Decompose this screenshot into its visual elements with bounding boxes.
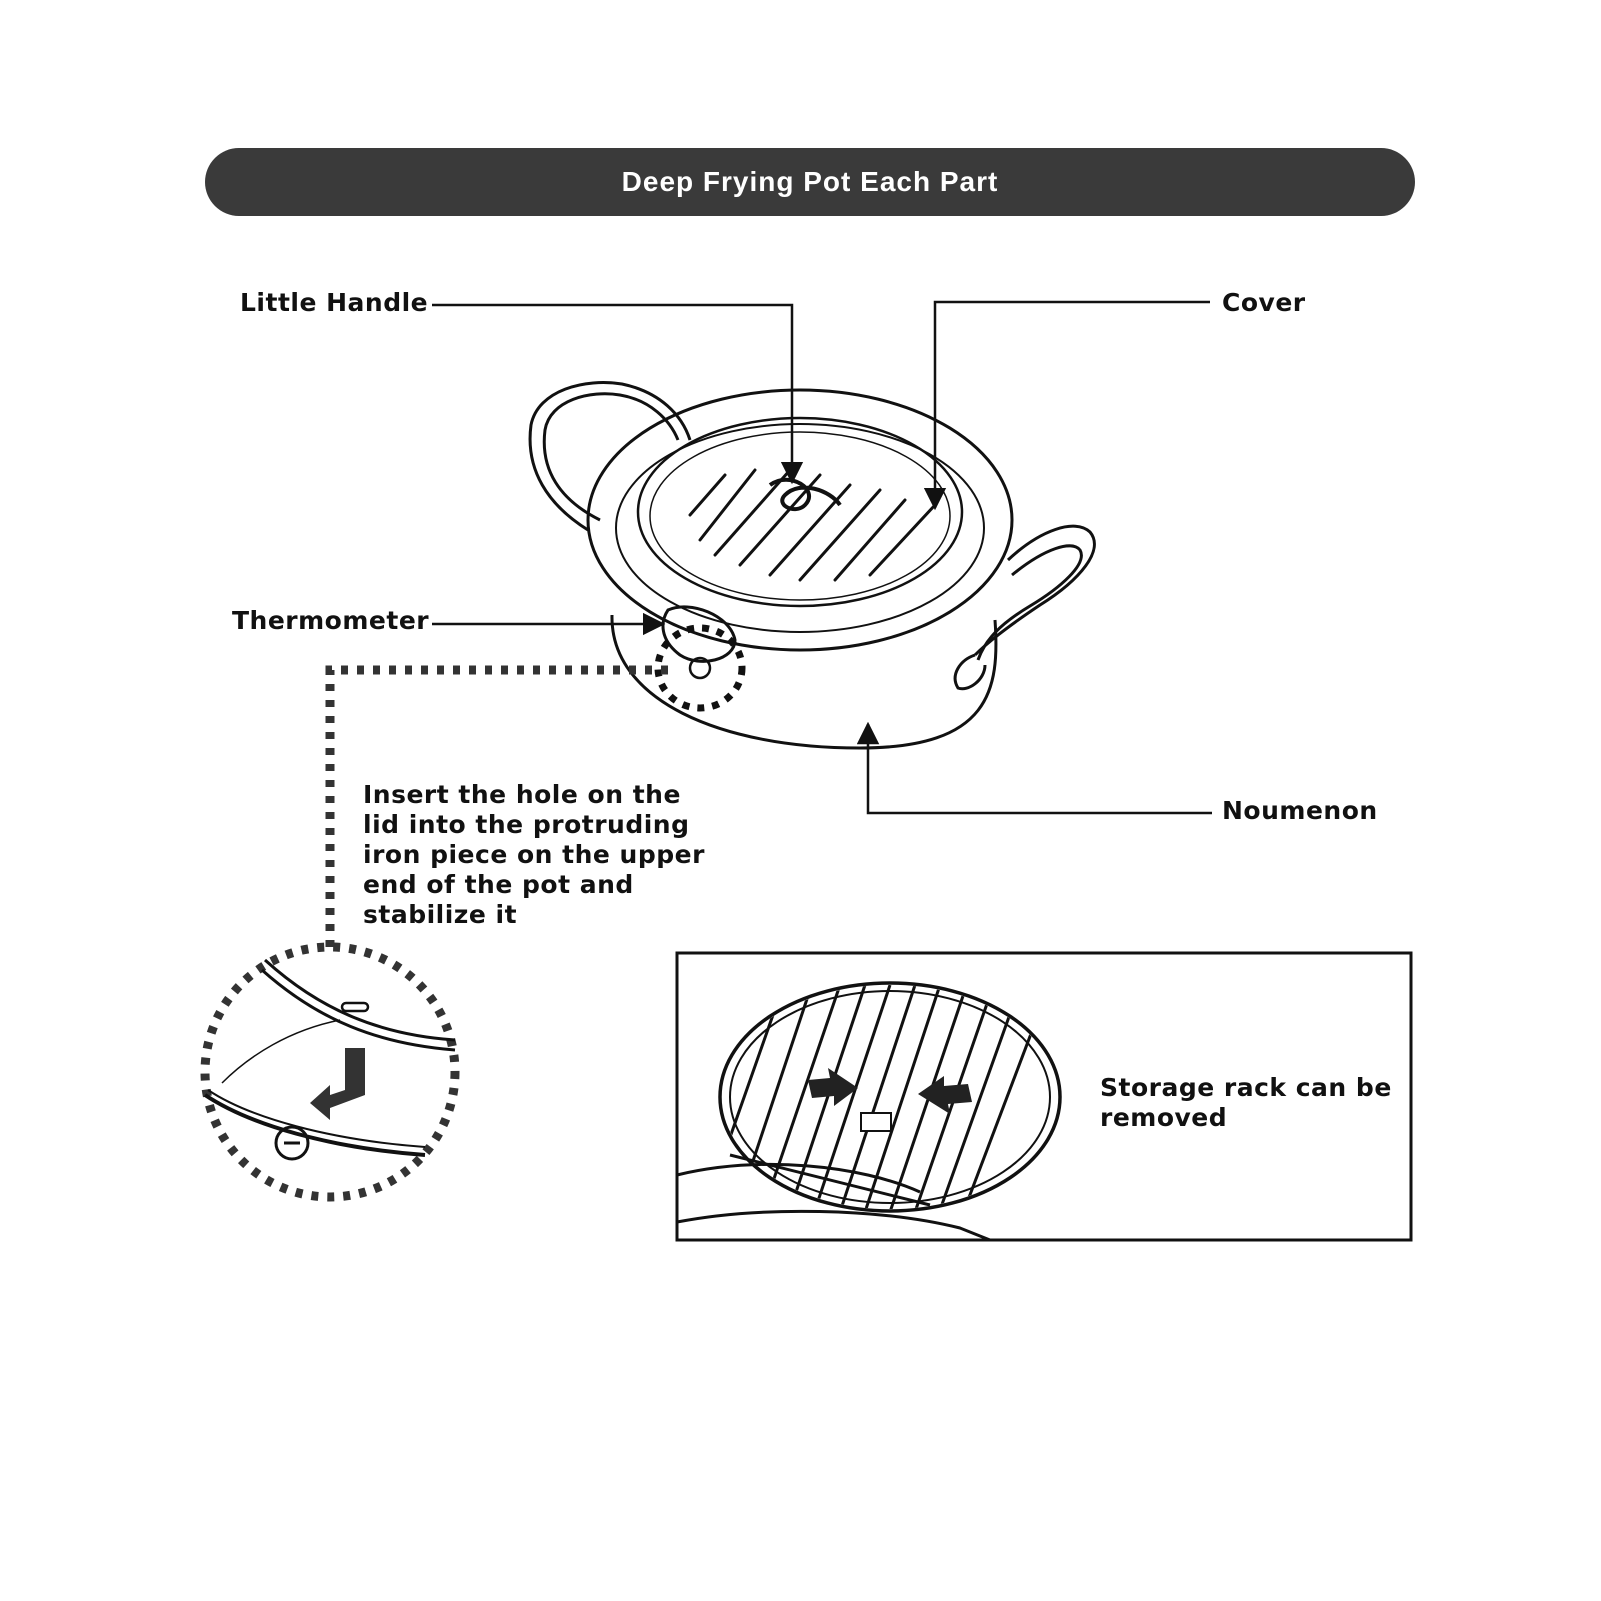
rack-instruction-line: removed: [1100, 1103, 1228, 1132]
noumenon-label: Noumenon: [1222, 796, 1378, 825]
lid-instruction-line: end of the pot and: [363, 870, 634, 899]
little-handle-knob: [770, 480, 840, 509]
lid-instruction-line: stabilize it: [363, 900, 518, 929]
frying-pot-illustration: [530, 383, 1094, 748]
lid-instruction-line: Insert the hole on the: [363, 780, 681, 809]
pot-rim: [588, 390, 1012, 650]
pot-body: [612, 615, 996, 748]
diagram-title: Deep Frying Pot Each Part: [621, 166, 999, 197]
right-pot-handle: [955, 526, 1094, 689]
cover-label: Cover: [1222, 288, 1306, 317]
little-handle-label: Little Handle: [240, 288, 429, 317]
lid-instruction: [363, 780, 705, 930]
pot-cover: [638, 418, 962, 606]
thermometer-label: Thermometer: [232, 606, 430, 635]
lid-instruction-line: lid into the protruding: [363, 810, 690, 839]
rack-instruction-line: Storage rack can be: [1100, 1073, 1392, 1102]
cover-leader: [935, 302, 1210, 508]
rack-instruction: [1100, 1073, 1392, 1133]
lid-detail-illustration: [205, 947, 455, 1197]
noumenon-leader: [868, 724, 1212, 813]
lid-instruction-line: iron piece on the upper: [363, 840, 705, 869]
